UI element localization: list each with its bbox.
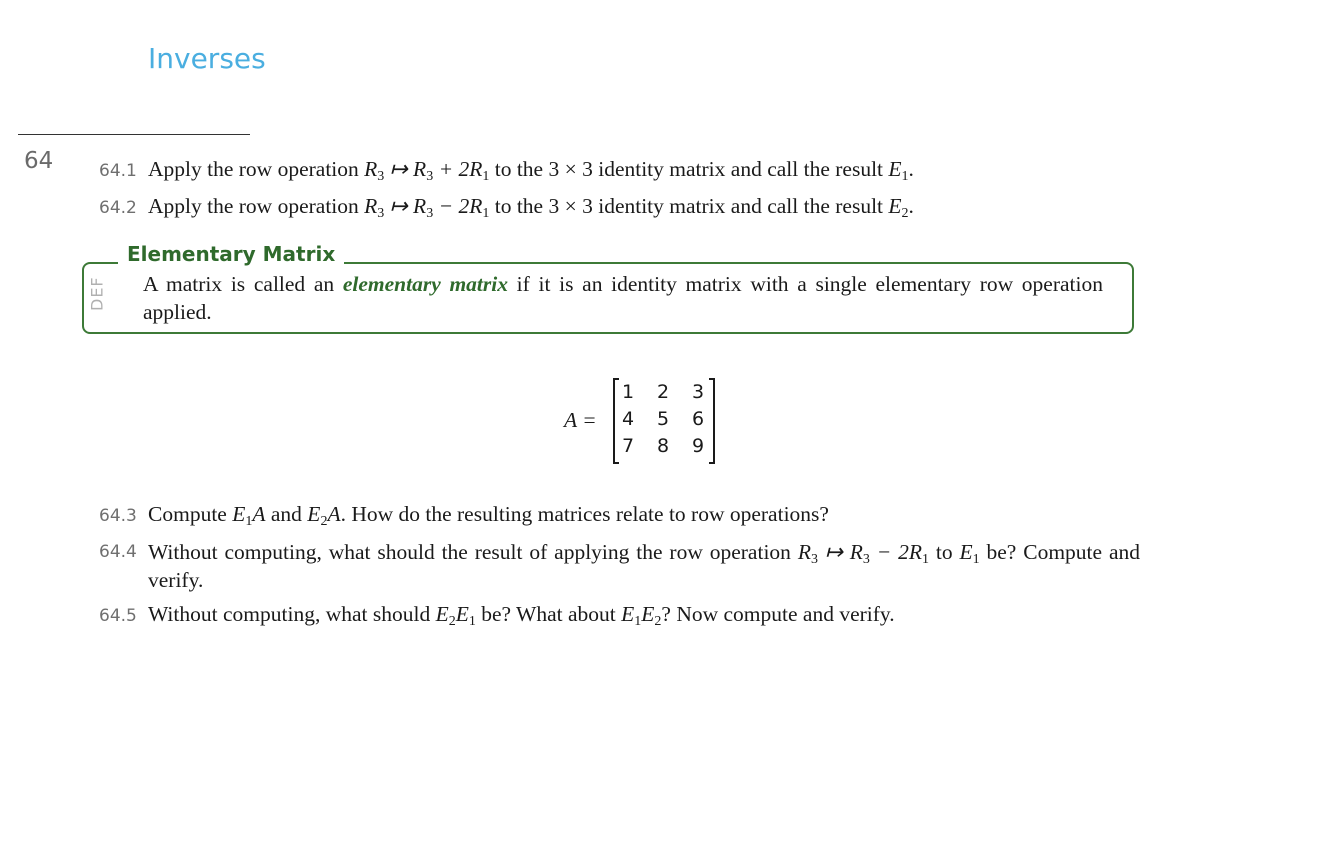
problem-64-4: [99, 538, 1140, 594]
problem-text: Without computing, what should $E_2E_1$ be? What about $E_1E_2$? Now compute and verify.: [148, 602, 895, 629]
problem-text: Compute $E_1A$ and $E_2A$. How do the resulting matrices relate to row operations?: [148, 502, 829, 529]
problem-number: 64.2: [99, 198, 137, 218]
problem-text: Apply the row operation $R_3$ ↦ $R_3 + 2R_1$ to the 3 × 3 identity matrix and call the result $E_1$.: [148, 157, 914, 184]
problem-number: 64.4: [99, 542, 137, 562]
problem-64-1: [99, 157, 914, 182]
matrix-cell: 6: [691, 408, 705, 430]
problem-number: 64.5: [99, 606, 137, 626]
matrix-cell: 7: [621, 435, 635, 457]
matrix-cell: 5: [656, 408, 670, 430]
problem-64-3: [99, 502, 829, 527]
matrix-cell: 4: [621, 408, 635, 430]
problem-64-5: [99, 602, 895, 627]
header-divider: [18, 134, 250, 135]
problem-number: 64.3: [99, 506, 137, 526]
matrix-cell: 9: [691, 435, 705, 457]
matrix-cell: 3: [691, 381, 705, 403]
matrix-cell: 2: [656, 381, 670, 403]
section-title: Inverses: [148, 42, 266, 75]
definition-text: A matrix is called an elementary matrix if it is an identity matrix with a single elementary row operation applied.: [143, 272, 1104, 324]
definition-term: elementary matrix: [342, 272, 508, 296]
problem-text: Without computing, what should the result of applying the row operation $R_3$ ↦ $R_3 - 2R_1$ to $E_1$ be? Compute and verify.: [148, 540, 1140, 592]
problem-text: Apply the row operation $R_3$ ↦ $R_3 - 2R_1$ to the 3 × 3 identity matrix and call the result $E_2$.: [148, 194, 914, 221]
matrix-cell: 1: [621, 381, 635, 403]
problem-64-2: [99, 194, 914, 219]
page-number: 64: [24, 148, 54, 174]
problem-number: 64.1: [99, 161, 137, 181]
matrix-cell: 8: [656, 435, 670, 457]
definition-tag: DEF: [87, 276, 107, 311]
definition-title: Elementary Matrix: [118, 242, 344, 266]
matrix-label: A =: [564, 408, 597, 432]
